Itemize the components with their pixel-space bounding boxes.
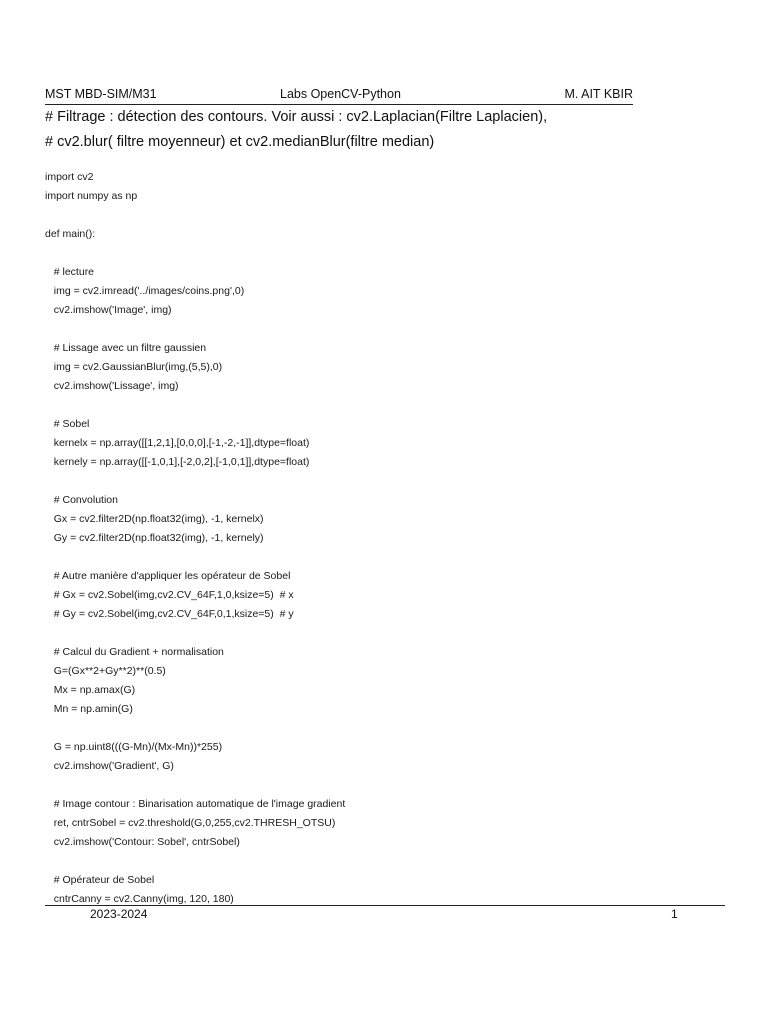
code-line: # Sobel [45,418,90,430]
code-line [45,776,725,795]
code-line [45,719,725,738]
code-line: cv2.imshow('Contour: Sobel', cntrSobel) [45,836,240,848]
code-line [45,548,725,567]
code-line: kernelx = np.array([[1,2,1],[0,0,0],[-1,-2,-1]],dtype=float) [45,437,310,449]
page-header [45,86,633,105]
document-title-line-2: # cv2.blur( filtre moyenneur) et cv2.medianBlur(filtre median) [45,134,435,150]
code-line: Gy = cv2.filter2D(np.float32(img), -1, kernely) [45,532,264,544]
code-line: kernely = np.array([[-1,0,1],[-2,0,2],[-1,0,1]],dtype=float) [45,456,310,468]
code-line: # Image contour : Binarisation automatique de l'image gradient [45,798,346,810]
code-line: Mx = np.amax(G) [45,684,136,696]
code-line: def main(): [45,228,96,240]
code-line: cv2.imshow('Gradient', G) [45,760,174,772]
code-line [45,472,725,491]
code-line: # Opérateur de Sobel [45,874,155,886]
code-line: import cv2 [45,171,94,183]
footer-year: 2023-2024 [90,907,148,921]
code-line: # lecture [45,266,95,278]
header-author: M. AIT KBIR [564,87,633,101]
page-number: 1 [671,907,678,921]
code-listing [45,168,725,909]
code-line: # Gx = cv2.Sobel(img,cv2.CV_64F,1,0,ksize=5) # x [45,589,294,601]
code-line: cntrCanny = cv2.Canny(img, 120, 180) [45,893,234,905]
code-line [45,624,725,643]
code-line: # Autre manière d'appliquer les opérateur de Sobel [45,570,291,582]
code-line: # Calcul du Gradient + normalisation [45,646,224,658]
code-line: Mn = np.amin(G) [45,703,133,715]
code-line [45,244,725,263]
code-line [45,320,725,339]
code-line: import numpy as np [45,190,138,202]
code-line: G=(Gx**2+Gy**2)**(0.5) [45,665,166,677]
code-line [45,852,725,871]
code-line: cv2.imshow('Image', img) [45,304,172,316]
code-line: # Lissage avec un filtre gaussien [45,342,207,354]
code-line [45,396,725,415]
document-title-line-1: # Filtrage : détection des contours. Voir aussi : cv2.Laplacian(Filtre Laplacien), [45,109,548,125]
code-line [45,206,725,225]
code-line: img = cv2.imread('../images/coins.png',0) [45,285,245,297]
code-line: img = cv2.GaussianBlur(img,(5,5),0) [45,361,223,373]
code-line: cv2.imshow('Lissage', img) [45,380,179,392]
code-line: # Convolution [45,494,118,506]
code-line: ret, cntrSobel = cv2.threshold(G,0,255,cv2.THRESH_OTSU) [45,817,336,829]
header-course: MST MBD-SIM/M31 [45,87,157,101]
code-line: # Gy = cv2.Sobel(img,cv2.CV_64F,0,1,ksize=5) # y [45,608,294,620]
code-line: G = np.uint8(((G-Mn)/(Mx-Mn))*255) [45,741,223,753]
code-line: Gx = cv2.filter2D(np.float32(img), -1, kernelx) [45,513,264,525]
header-lab-title: Labs OpenCV-Python [280,87,401,101]
footer-divider [45,905,725,906]
